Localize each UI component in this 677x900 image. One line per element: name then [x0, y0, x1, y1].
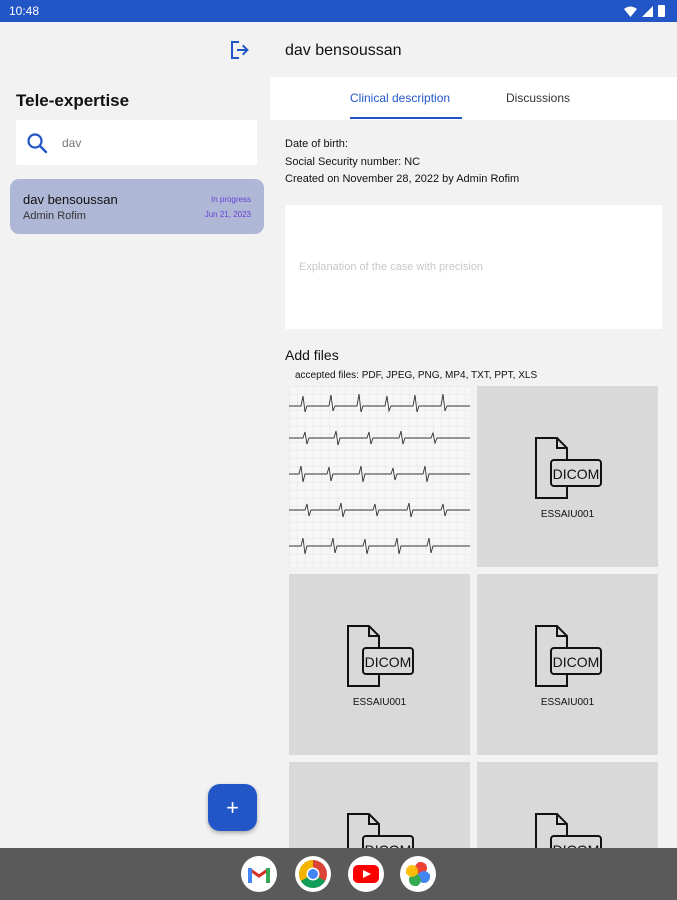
- case-patient-name: dav bensoussan: [23, 192, 118, 207]
- dicom-icon-text: DICOM: [552, 654, 600, 670]
- case-detail: [270, 22, 677, 848]
- file-name: ESSAIU001: [352, 697, 407, 708]
- dicom-icon-text: DICOM: [552, 466, 600, 482]
- file-name: ESSAIU001: [540, 697, 595, 708]
- active-tab-indicator: [350, 117, 462, 119]
- social-security-number: Social Security number: NC: [285, 156, 421, 168]
- search-input[interactable]: dav: [62, 135, 82, 150]
- sidebar: [0, 22, 270, 848]
- wifi-icon: [624, 6, 637, 17]
- add-case-button[interactable]: +: [208, 784, 257, 831]
- file-tile-dicom[interactable]: [289, 574, 470, 755]
- file-name: ESSAIU001: [540, 509, 595, 520]
- date-of-birth: Date of birth:: [285, 138, 348, 150]
- clock: 10:48: [9, 4, 40, 18]
- search-bar[interactable]: [16, 120, 257, 165]
- youtube-icon[interactable]: [348, 856, 384, 892]
- file-tile-ecg[interactable]: [289, 386, 470, 567]
- dicom-file-icon: [345, 624, 415, 688]
- app-title: Tele-expertise: [16, 91, 130, 110]
- dicom-file-icon: [533, 624, 603, 688]
- description-placeholder: Explanation of the case with precision: [299, 261, 484, 273]
- description-textarea[interactable]: [285, 205, 662, 329]
- created-info: Created on November 28, 2022 by Admin Rofim: [285, 173, 520, 185]
- case-date: Jun 21, 2023: [204, 210, 251, 219]
- logout-icon[interactable]: [227, 38, 251, 62]
- tab-discussions[interactable]: Discussions: [506, 91, 571, 105]
- case-author: Admin Rofim: [23, 210, 86, 222]
- accepted-files-label: accepted files: PDF, JPEG, PNG, MP4, TXT, PPT, XLS: [295, 370, 538, 381]
- dicom-file-icon: [533, 436, 603, 500]
- file-tile-dicom[interactable]: [289, 762, 470, 848]
- status-bar: [0, 0, 677, 22]
- tab-clinical-description[interactable]: Clinical description: [350, 91, 451, 105]
- patient-name-title: dav bensoussan: [285, 42, 402, 59]
- dicom-file-icon: [345, 812, 415, 848]
- file-tile-dicom[interactable]: [477, 762, 658, 848]
- search-icon: [26, 132, 48, 154]
- signal-icon: [642, 6, 653, 17]
- ecg-image: [289, 386, 470, 567]
- chrome-icon[interactable]: [295, 856, 331, 892]
- file-tile-dicom[interactable]: [477, 386, 658, 567]
- case-status: In progress: [210, 195, 251, 204]
- dicom-icon-text: DICOM: [364, 654, 412, 670]
- taskbar: [0, 848, 677, 900]
- case-card[interactable]: [10, 179, 264, 234]
- battery-icon: [658, 5, 665, 17]
- file-tile-dicom[interactable]: [477, 574, 658, 755]
- gmail-icon[interactable]: [241, 856, 277, 892]
- dicom-file-icon: [533, 812, 603, 848]
- photos-icon[interactable]: [400, 856, 436, 892]
- tab-bar: [270, 77, 677, 120]
- add-files-title: Add files: [285, 347, 339, 363]
